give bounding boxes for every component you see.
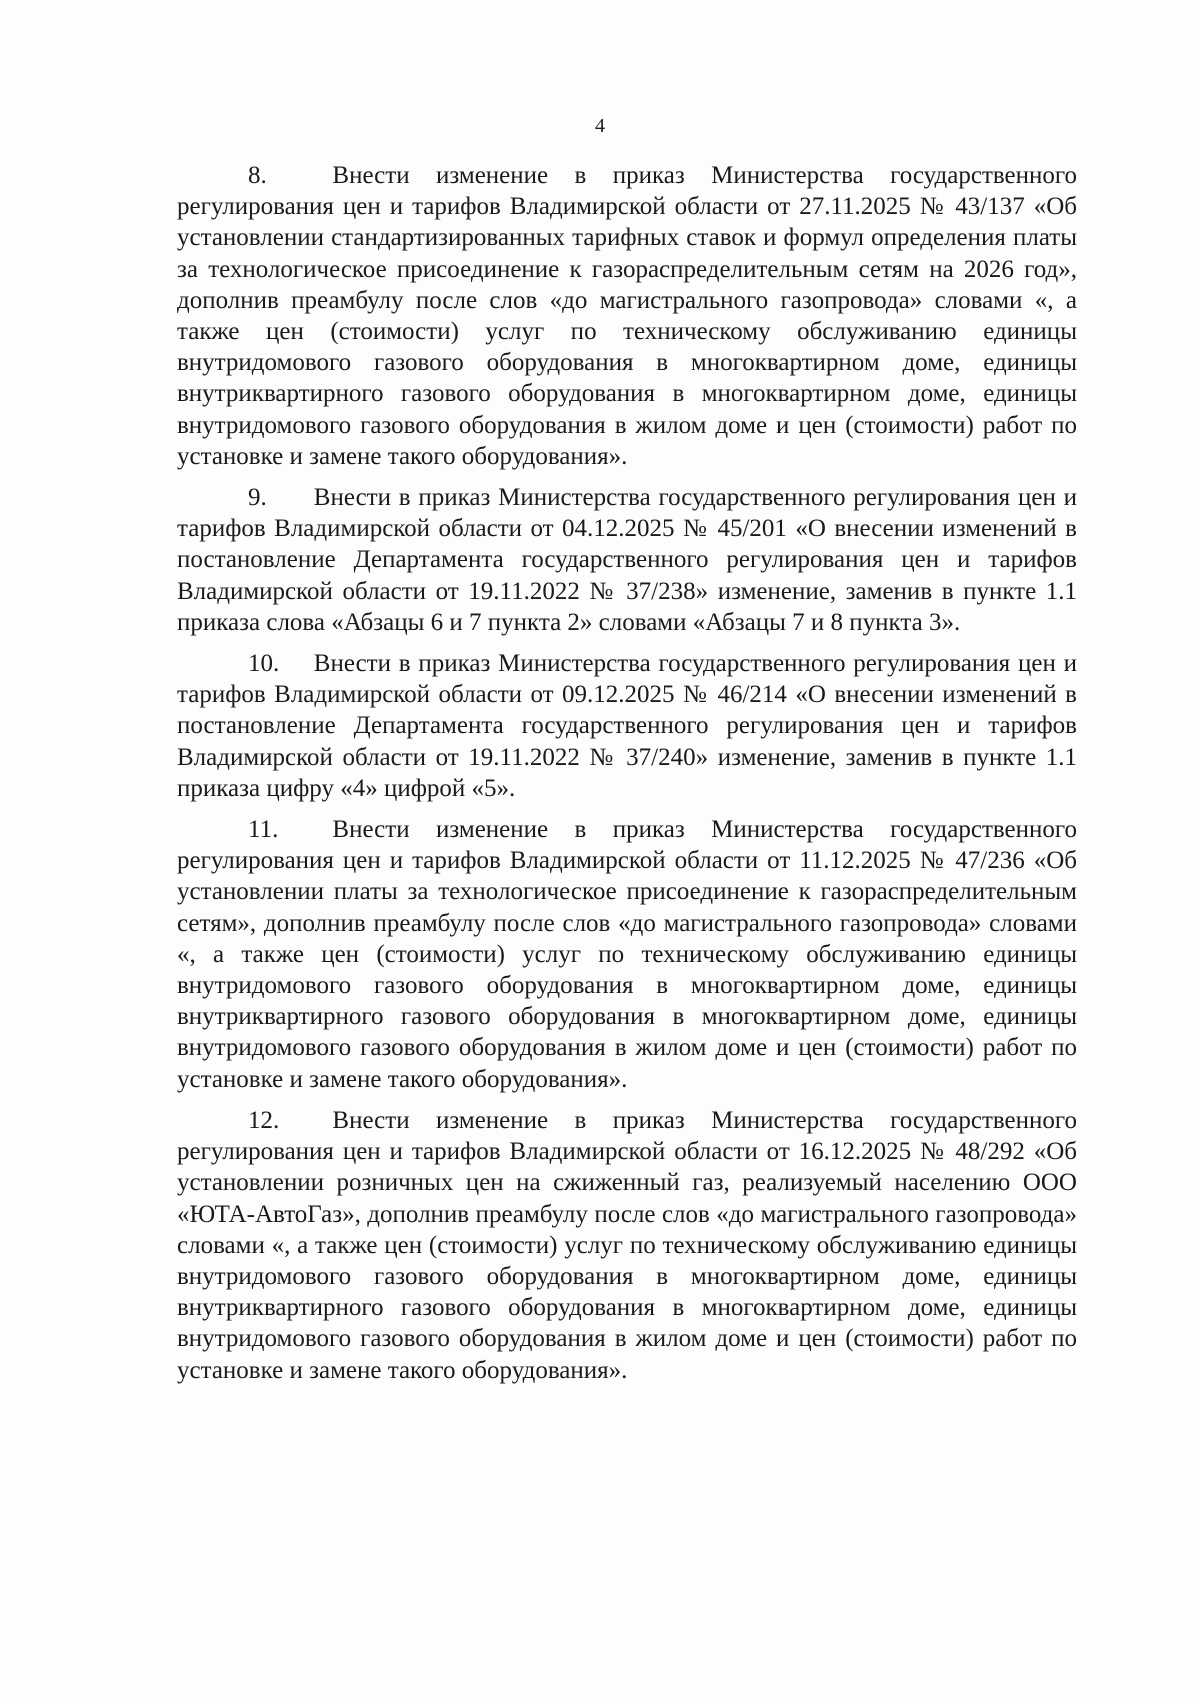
paragraph-number: 9. <box>248 484 267 512</box>
paragraph-number: 10. <box>248 650 280 678</box>
paragraph-9 <box>177 482 1077 638</box>
paragraph-text: Внести в приказ Министерства государственного регулирования цен и тарифов Владимирской области от 04.12.2025 № 45/201 «О внесении изменений в постановление Департамента государственного регулирования цен и тарифов Владимирской области от 19.11.2022 № 37/238» изменение, заменив в пункте 1.1 приказа слова «Абзацы 6 и 7 пункта 2» словами «Абзацы 7 и 8 пункта 3». <box>177 484 1077 636</box>
paragraph-number: 8. <box>248 162 267 189</box>
document-body <box>177 160 1077 1396</box>
paragraph-12 <box>177 1105 1077 1386</box>
paragraph-10 <box>177 648 1077 804</box>
paragraph-text: Внести изменение в приказ Министерства государственного регулирования цен и тарифов Владимирской области от 11.12.2025 № 47/236 «Об установлении платы за технологическое присоединение к газораспределительным сетям», дополнив преамбулу после слов «до магистрального газопровода» словами «, а также цен (стоимости) услуг по техническому обслуживанию единицы внутридомового газового оборудования в многоквартирном доме, единицы внутриквартирного газового оборудования в многоквартирном доме, единицы внутридомового газового оборудования в жилом доме и цен (стоимости) работ по установке и замене такого оборудования». <box>177 816 1078 1093</box>
paragraph-text: Внести изменение в приказ Министерства государственного регулирования цен и тарифов Владимирской области от 16.12.2025 № 48/292 «Об установлении розничных цен на сжиженный газ, реализуемый населению ООО «ЮТА-АвтоГаз», дополнив преамбулу после слов «до магистрального газопровода» словами «, а также цен (стоимости) услуг по техническому обслуживанию единицы внутридомового газового оборудования в многоквартирном доме, единицы внутриквартирного газового оборудования в многоквартирном доме, единицы внутридомового газового оборудования в жилом доме и цен (стоимости) работ по установке и замене такого оборудования». <box>177 1106 1078 1384</box>
paragraph-8 <box>177 160 1077 472</box>
paragraph-number: 12. <box>248 1106 280 1134</box>
page-number: 4 <box>595 115 605 137</box>
paragraph-text: Внести изменение в приказ Министерства государственного регулирования цен и тарифов Владимирской области от 27.11.2025 № 43/137 «Об установлении стандартизированных тарифных ставок и формул определения платы за технологическое присоединение к газораспределительным сетям на 2026 год», дополнив преамбулу после слов «до магистрального газопровода» словами «, а также цен (стоимости) услуг по техническому обслуживанию единицы внутридомового газового оборудования в многоквартирном доме, единицы внутриквартирного газового оборудования в многоквартирном доме, единицы внутридомового газового оборудования в жилом доме и цен (стоимости) работ по установке и замене такого оборудования». <box>177 162 1078 470</box>
paragraph-number: 11. <box>248 816 279 844</box>
paragraph-11 <box>177 814 1077 1095</box>
paragraph-text: Внести в приказ Министерства государственного регулирования цен и тарифов Владимирской области от 09.12.2025 № 46/214 «О внесении изменений в постановление Департамента государственного регулирования цен и тарифов Владимирской области от 19.11.2022 № 37/240» изменение, заменив в пункте 1.1 приказа цифру «4» цифрой «5». <box>177 650 1077 802</box>
